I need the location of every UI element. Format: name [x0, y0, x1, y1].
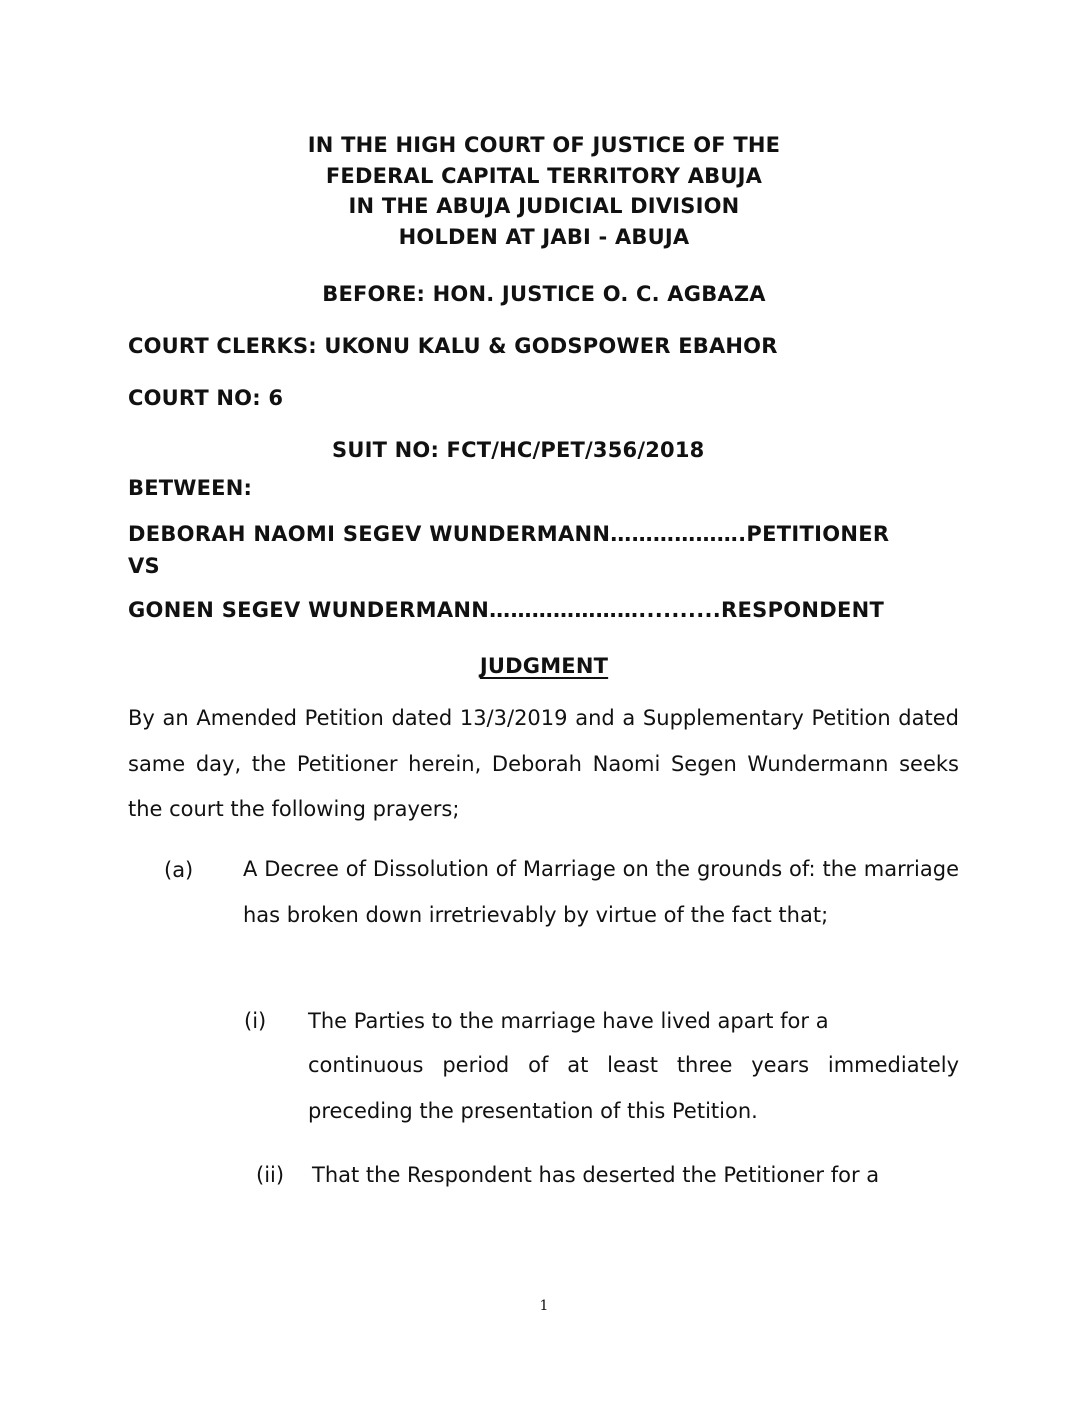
petitioner-line: DEBORAH NAOMI SEGEV WUNDERMANN……………….PETITIONER — [128, 522, 890, 546]
header-line-4: HOLDEN AT JABI - ABUJA — [398, 224, 690, 249]
respondent-line: GONEN SEGEV WUNDERMANN…………………..........RESPONDENT — [128, 598, 885, 622]
header-line-2: FEDERAL CAPITAL TERRITORY ABUJA — [325, 163, 763, 188]
ground-ii-text: That the Respondent has deserted the Petitioner for a — [312, 1163, 880, 1187]
judgment-title: JUDGMENT — [479, 654, 609, 678]
before-line: BEFORE: HON. JUSTICE O. C. AGBAZA — [322, 282, 766, 306]
intro-paragraph: By an Amended Petition dated 13/3/2019 and a Supplementary Petition dated same day, the Petitioner herein, Deborah Naomi Segen Wundermann seeks the court the following prayers; — [128, 706, 959, 821]
header-line-1: IN THE HIGH COURT OF JUSTICE OF THE — [307, 133, 781, 157]
between-label: BETWEEN: — [128, 476, 253, 500]
page-number: 1 — [539, 1298, 549, 1314]
ground-ii-marker: (ii) — [256, 1163, 285, 1187]
suit-no-line: SUIT NO: FCT/HC/PET/356/2018 — [332, 438, 705, 462]
prayer-a-marker: (a) — [164, 858, 194, 882]
court-header — [0, 130, 1088, 252]
header-line-3: IN THE ABUJA JUDICIAL DIVISION — [348, 194, 740, 218]
ground-i-first-line: The Parties to the marriage have lived apart for a — [308, 1009, 829, 1033]
court-clerks-line: COURT CLERKS: UKONU KALU & GODSPOWER EBAHOR — [128, 334, 778, 358]
ground-i-text: continuous period of at least three years immediately preceding the presentation of this Petition. — [308, 1053, 959, 1123]
ground-i-marker: (i) — [244, 1009, 267, 1033]
vs-label: VS — [128, 554, 160, 578]
court-no-line: COURT NO: 6 — [128, 386, 284, 410]
prayer-a-text: A Decree of Dissolution of Marriage on the grounds of: the marriage has broken down irretrievably by virtue of the fact that; — [243, 857, 959, 927]
